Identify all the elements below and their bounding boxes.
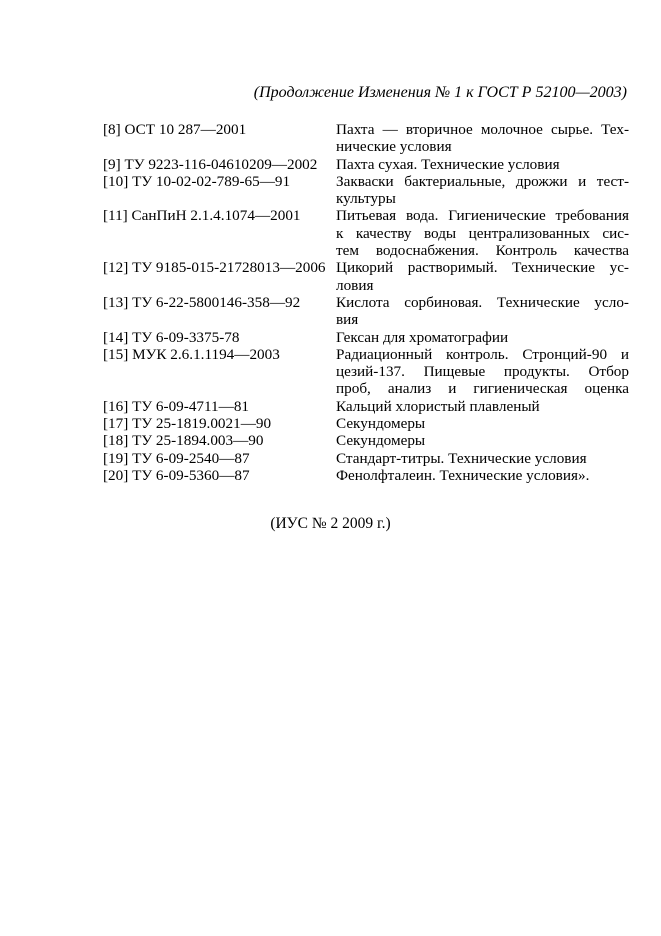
reference-list: [103, 121, 629, 484]
reference-title: Радиационный контроль. Стронций-90 и цезий-137. Пищевые продукты. Отбор проб, анализ и гигиеническая оценка: [336, 345, 629, 398]
reference-item: [103, 398, 629, 415]
reference-item: [103, 432, 629, 449]
reference-title: Кислота сорбиновая. Технические усло- вия: [336, 293, 629, 329]
reference-title: Кальций хлористый плавленый: [336, 397, 540, 415]
reference-code: [18] ТУ 25-1894.003—90: [103, 432, 264, 450]
reference-title: Питьевая вода. Гигиенические требования к качеству воды централизованных сис- тем водоснабжения. Контроль качества: [336, 207, 629, 260]
reference-item: [103, 121, 629, 156]
reference-title: Стандарт-титры. Технические условия: [336, 449, 587, 467]
reference-item: [103, 173, 629, 208]
reference-title: Пахта сухая. Технические условия: [336, 155, 560, 173]
reference-title: Цикорий растворимый. Технические ус- ловия: [336, 259, 629, 294]
reference-code: [8] ОСТ 10 287—2001: [103, 121, 247, 138]
reference-title: Пахта — вторичное молочное сырье. Тех- нические условия: [336, 121, 629, 156]
reference-item: [103, 415, 629, 432]
reference-item: [103, 346, 629, 398]
reference-title: Секундомеры: [336, 415, 426, 433]
reference-code: [17] ТУ 25-1819.0021—90: [103, 415, 272, 433]
reference-code: [15] МУК 2.6.1.1194—2003: [103, 345, 280, 363]
reference-code: [20] ТУ 6-09-5360—87: [103, 466, 250, 484]
reference-item: [103, 207, 629, 259]
reference-title: Фенолфталеин. Технические условия».: [336, 466, 590, 484]
reference-item: [103, 450, 629, 467]
reference-item: [103, 467, 629, 484]
reference-title: Секундомеры: [336, 432, 426, 450]
continuation-header: (Продолжение Изменения № 1 к ГОСТ Р 52100—2003): [253, 84, 627, 101]
reference-title: Закваски бактериальные, дрожжи и тест- культуры: [336, 172, 629, 208]
reference-code: [9] ТУ 9223-116-04610209—2002: [103, 155, 318, 173]
reference-code: [14] ТУ 6-09-3375-78: [103, 328, 240, 346]
reference-code: [12] ТУ 9185-015-21728013—2006: [103, 259, 326, 277]
reference-item: [103, 259, 629, 294]
reference-code: [11] СанПиН 2.1.4.1074—2001: [103, 207, 301, 225]
reference-item: [103, 329, 629, 346]
reference-code: [13] ТУ 6-22-5800146-358—92: [103, 293, 301, 311]
reference-code: [10] ТУ 10-02-02-789-65—91: [103, 172, 291, 190]
ius-footer: (ИУС № 2 2009 г.): [270, 515, 391, 532]
reference-item: [103, 156, 629, 173]
reference-item: [103, 294, 629, 329]
reference-title: Гексан для хроматографии: [336, 328, 509, 346]
reference-code: [19] ТУ 6-09-2540—87: [103, 449, 250, 467]
reference-code: [16] ТУ 6-09-4711—81: [103, 397, 250, 415]
